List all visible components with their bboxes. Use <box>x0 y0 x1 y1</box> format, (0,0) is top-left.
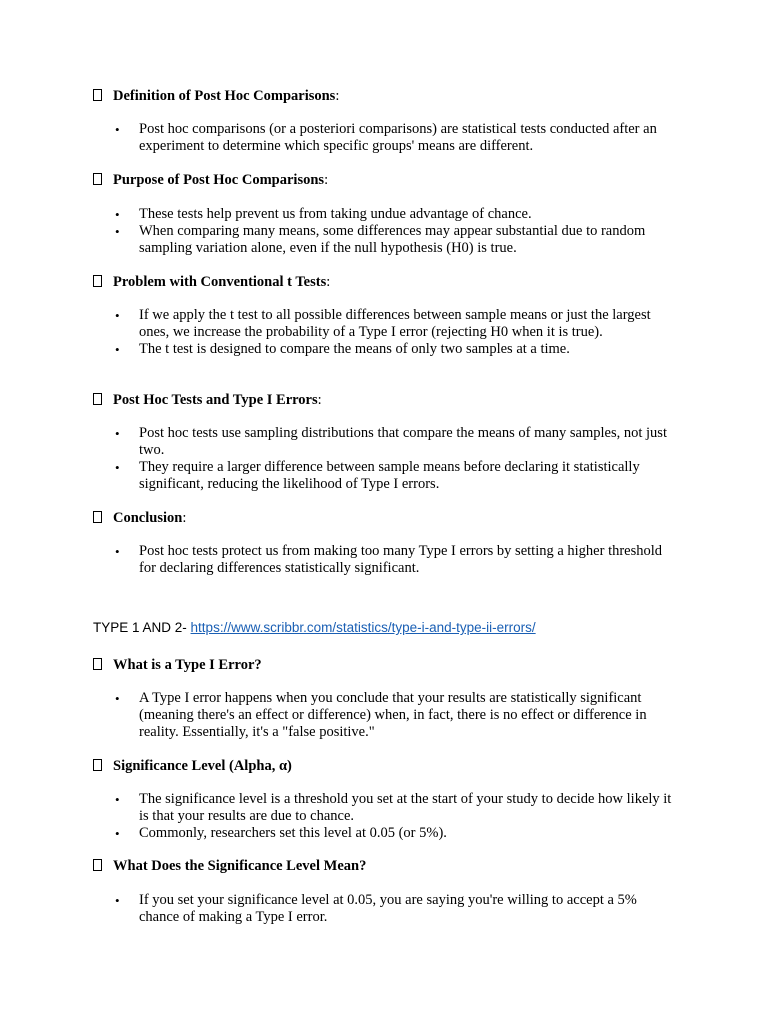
section-heading <box>93 88 693 105</box>
section-heading-text: Significance Level (Alpha, α) <box>113 758 292 774</box>
list-item <box>93 206 679 223</box>
reference-line <box>93 620 536 635</box>
heading-suffix: : <box>317 392 322 408</box>
bullet-icon: • <box>115 308 120 323</box>
list-item-text: The t test is designed to compare the means of only two samples at a time. <box>139 341 570 357</box>
list-item <box>93 121 679 155</box>
bullet-icon: • <box>115 893 120 908</box>
bullet-list <box>93 206 693 257</box>
bullet-icon: • <box>115 122 120 137</box>
bullet-icon: • <box>115 826 120 841</box>
list-item-text: Post hoc tests protect us from making too many Type I errors by setting a higher threshold for declaring differences statistically significant. <box>139 543 663 576</box>
section-heading <box>93 172 693 189</box>
list-item-text: If you set your significance level at 0.05, you are saying you're willing to accept a 5% chance of making a Type I error. <box>139 892 637 925</box>
list-item-text: A Type I error happens when you conclude that your results are statistically significant (meaning there's an effect or difference) when, in fact, there is no effect or difference in reality. Essentially, it's a "false positive." <box>139 690 647 740</box>
list-item <box>93 892 679 926</box>
section-heading <box>93 758 693 775</box>
list-item-text: They require a larger difference between sample means before declaring it statistically significant, reducing the likelihood of Type I errors. <box>139 459 640 492</box>
list-item <box>93 825 679 842</box>
bullet-icon: • <box>115 426 120 441</box>
bullet-icon: • <box>115 342 120 357</box>
list-item <box>93 459 679 493</box>
checkbox-glyph-icon <box>93 859 102 871</box>
bullet-list <box>93 121 693 155</box>
section-heading-text: Purpose of Post Hoc Comparisons <box>113 172 325 188</box>
scribbr-link[interactable]: https://www.scribbr.com/statistics/type-i-and-type-ii-errors/ <box>190 620 536 635</box>
bullet-list <box>93 892 693 926</box>
list-item-text: When comparing many means, some differences may appear substantial due to random sampling variation alone, even if the null hypothesis (H0) is true. <box>139 223 646 256</box>
checkbox-glyph-icon <box>93 393 102 405</box>
checkbox-glyph-icon <box>93 275 102 287</box>
checkbox-glyph-icon <box>93 511 102 523</box>
reference-prefix: TYPE 1 AND 2- <box>93 620 191 635</box>
section-heading-text: Definition of Post Hoc Comparisons <box>113 88 336 104</box>
bullet-list <box>93 425 693 493</box>
list-item <box>93 425 679 459</box>
checkbox-glyph-icon <box>93 173 102 185</box>
list-item-text: The significance level is a threshold you set at the start of your study to decide how likely it is that your results are due to chance. <box>139 791 672 824</box>
bullet-list <box>93 690 693 741</box>
list-item <box>93 307 679 341</box>
section-heading-text: Conclusion <box>113 510 183 526</box>
heading-suffix: : <box>182 510 187 526</box>
heading-suffix: : <box>326 274 331 290</box>
section-heading <box>93 274 693 291</box>
list-item <box>93 223 679 257</box>
section-heading <box>93 392 693 409</box>
bullet-icon: • <box>115 460 120 475</box>
checkbox-glyph-icon <box>93 759 102 771</box>
list-item <box>93 791 679 825</box>
section-heading-text: What is a Type I Error? <box>113 657 262 673</box>
bullet-list <box>93 791 693 842</box>
bullet-list <box>93 543 693 577</box>
section-heading <box>93 657 693 674</box>
bullet-list <box>93 307 693 358</box>
list-item <box>93 341 679 358</box>
section-heading-text: Problem with Conventional t Tests <box>113 274 327 290</box>
section-heading-text: Post Hoc Tests and Type I Errors <box>113 392 318 408</box>
list-item-text: Post hoc tests use sampling distributions that compare the means of many samples, not just two. <box>139 425 667 458</box>
bullet-icon: • <box>115 792 120 807</box>
section-heading <box>93 858 693 875</box>
bullet-icon: • <box>115 207 120 222</box>
checkbox-glyph-icon <box>93 89 102 101</box>
bullet-icon: • <box>115 691 120 706</box>
section-heading-text: What Does the Significance Level Mean? <box>113 858 367 874</box>
list-item <box>93 690 679 741</box>
heading-suffix: : <box>335 88 340 104</box>
list-item-text: These tests help prevent us from taking undue advantage of chance. <box>139 206 532 222</box>
bullet-icon: • <box>115 224 120 239</box>
list-item-text: If we apply the t test to all possible differences between sample means or just the largest ones, we increase the probability of a Type I error (rejecting H0 when it is true). <box>139 307 651 340</box>
bullet-icon: • <box>115 544 120 559</box>
list-item <box>93 543 679 577</box>
section-heading <box>93 510 693 527</box>
checkbox-glyph-icon <box>93 658 102 670</box>
list-item-text: Post hoc comparisons (or a posteriori comparisons) are statistical tests conducted after an experiment to determine which specific groups' means are different. <box>139 121 657 154</box>
heading-suffix: : <box>324 172 329 188</box>
list-item-text: Commonly, researchers set this level at 0.05 (or 5%). <box>139 825 447 841</box>
